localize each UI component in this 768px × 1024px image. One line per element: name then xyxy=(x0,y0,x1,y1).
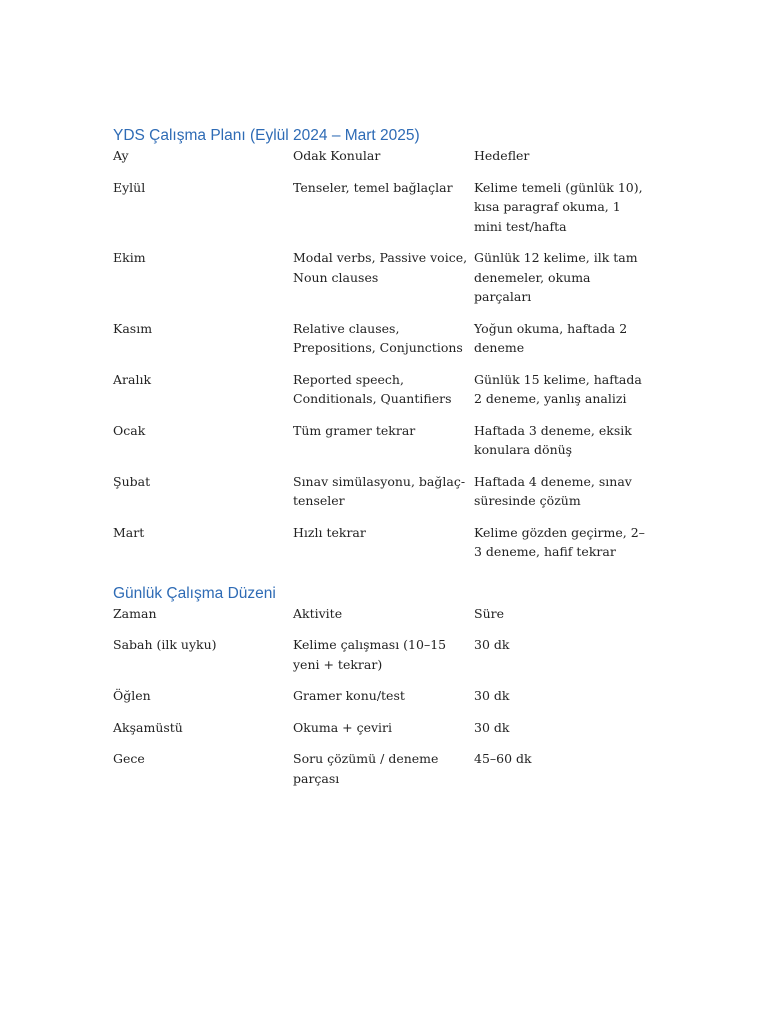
month-cell: Şubat xyxy=(113,473,151,489)
plan-header-row xyxy=(113,146,653,178)
activity-cell: Okuma + çeviri xyxy=(293,719,393,735)
document-page xyxy=(113,126,653,788)
month-cell: Eylül xyxy=(113,179,146,195)
daily-heading: Günlük Çalışma Düzeni xyxy=(113,584,276,602)
goals-cell: Günlük 15 kelime, haftada 2 deneme, yanlış analizi xyxy=(474,371,642,406)
table-row xyxy=(113,178,653,249)
table-row xyxy=(113,248,653,319)
topics-cell: Reported speech, Conditionals, Quantifiers xyxy=(293,371,452,406)
table-row xyxy=(113,718,653,750)
month-cell: Ekim xyxy=(113,250,146,265)
plan-header-topics: Odak Konular xyxy=(293,148,381,163)
duration-cell: 30 dk xyxy=(474,719,510,735)
month-cell: Ocak xyxy=(113,422,146,438)
daily-header-duration: Süre xyxy=(474,605,504,621)
topics-cell: Sınav simülasyonu, bağlaç-tenseler xyxy=(293,473,466,508)
table-row xyxy=(113,370,653,421)
month-cell: Aralık xyxy=(113,371,152,387)
topics-cell: Tüm gramer tekrar xyxy=(293,422,416,438)
month-cell: Mart xyxy=(113,524,145,540)
activity-cell: Soru çözümü / deneme parçası xyxy=(293,751,439,786)
time-cell: Öğlen xyxy=(113,688,151,703)
month-cell: Kasım xyxy=(113,320,153,336)
activity-cell: Gramer konu/test xyxy=(293,688,405,703)
plan-header-month: Ay xyxy=(113,148,129,163)
table-row xyxy=(113,319,653,370)
table-row xyxy=(113,472,653,523)
table-row xyxy=(113,749,653,788)
table-row xyxy=(113,635,653,686)
goals-cell: Kelime gözden geçirme, 2–3 deneme, hafif tekrar xyxy=(474,524,645,559)
topics-cell: Hızlı tekrar xyxy=(293,524,366,540)
table-row xyxy=(113,421,653,472)
table-row xyxy=(113,523,653,562)
daily-header-time: Zaman xyxy=(113,605,157,621)
daily-header-row xyxy=(113,604,653,636)
daily-header-activity: Aktivite xyxy=(293,605,343,621)
goals-cell: Haftada 4 deneme, sınav süresinde çözüm xyxy=(474,473,632,508)
activity-cell: Kelime çalışması (10–15 yeni + tekrar) xyxy=(293,637,447,672)
time-cell: Akşamüstü xyxy=(113,719,183,735)
plan-header-goals: Hedefler xyxy=(474,148,530,163)
plan-table xyxy=(113,146,653,562)
topics-cell: Relative clauses, Prepositions, Conjunctions xyxy=(293,320,463,355)
daily-table xyxy=(113,604,653,789)
goals-cell: Yoğun okuma, haftada 2 deneme xyxy=(474,320,628,355)
duration-cell: 45–60 dk xyxy=(474,751,532,766)
topics-cell: Tenseler, temel bağlaçlar xyxy=(293,179,453,195)
goals-cell: Haftada 3 deneme, eksik konulara dönüş xyxy=(474,422,632,457)
topics-cell: Modal verbs, Passive voice, Noun clauses xyxy=(293,250,468,285)
duration-cell: 30 dk xyxy=(474,637,510,652)
table-row xyxy=(113,686,653,718)
duration-cell: 30 dk xyxy=(474,688,510,703)
plan-heading: YDS Çalışma Planı (Eylül 2024 – Mart 2025) xyxy=(113,127,420,144)
goals-cell: Kelime temeli (günlük 10), kısa paragraf okuma, 1 mini test/hafta xyxy=(474,179,643,234)
time-cell: Gece xyxy=(113,751,145,766)
goals-cell: Günlük 12 kelime, ilk tam denemeler, okuma parçaları xyxy=(474,250,638,304)
time-cell: Sabah (ilk uyku) xyxy=(113,637,217,652)
